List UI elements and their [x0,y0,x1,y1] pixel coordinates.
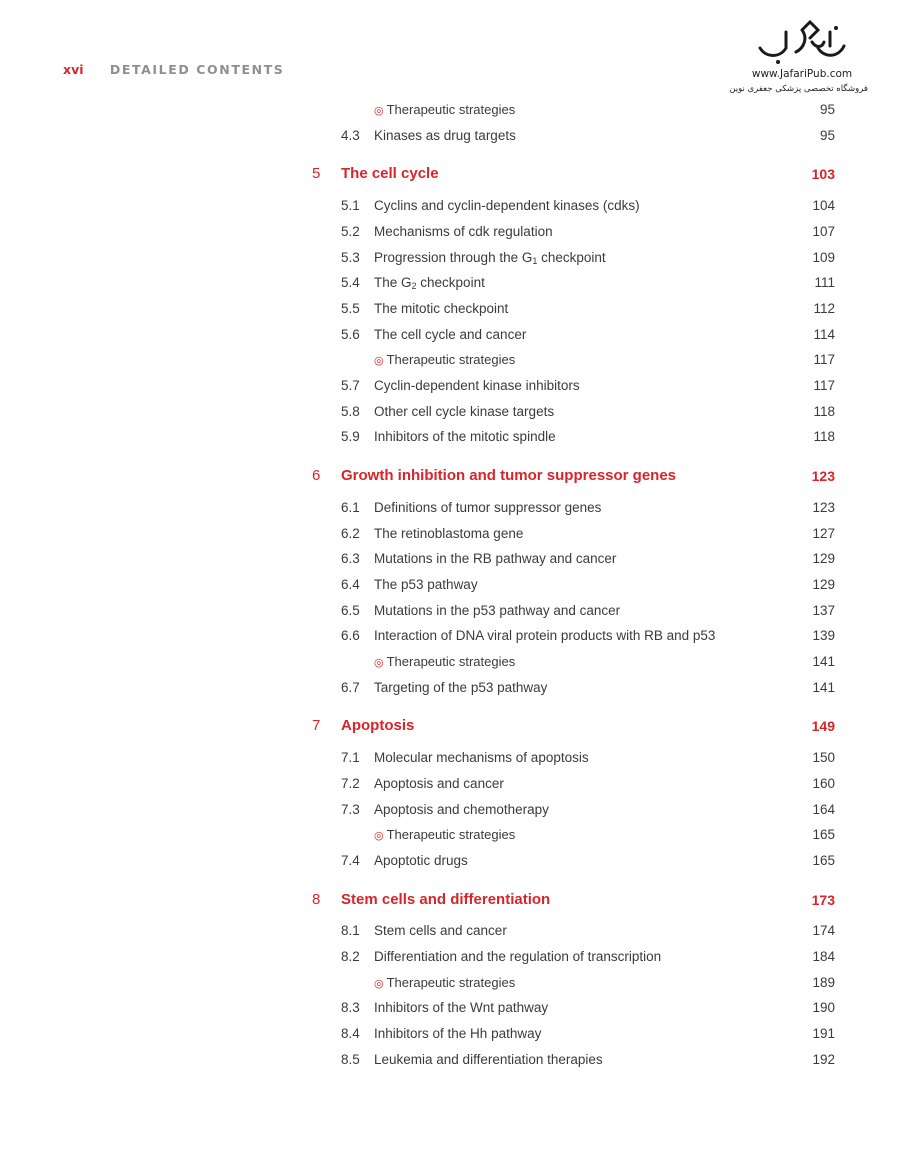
toc-page-number: 190 [812,1000,835,1016]
toc-label [374,248,606,268]
toc-label: Apoptosis [341,717,415,735]
toc-number: 6.2 [341,525,360,541]
toc-page-number: 192 [812,1051,835,1067]
toc-label: Inhibitors of the Wnt pathway [374,1000,549,1016]
toc-label: Stem cells and differentiation [341,890,551,908]
toc-label: Mutations in the RB pathway and cancer [374,551,617,567]
toc-number: 7.3 [341,801,360,817]
toc-label-text: Therapeutic strategies [386,654,516,669]
toc-label-text-after: checkpoint [537,249,606,265]
toc-section-row [0,1050,898,1070]
toc-label [374,273,485,293]
toc-page-number: 107 [812,223,835,239]
toc-page-number: 164 [812,801,835,817]
toc-label: Kinases as drug targets [374,127,516,143]
toc-label: Inhibitors of the Hh pathway [374,1026,542,1042]
toc-section-row [0,748,898,768]
toc-section-row [0,402,898,422]
toc-page-number: 114 [813,326,835,342]
target-icon: ◎ [374,105,384,117]
toc-number: 7.1 [341,750,360,766]
toc-section-row [0,498,898,518]
toc-label-text: Therapeutic strategies [386,102,516,117]
toc-strategy-row [0,973,898,993]
toc-page-number: 117 [813,352,835,368]
toc-page-number: 112 [813,300,835,316]
toc-number: 5.8 [341,403,360,419]
toc-page-number: 150 [812,750,835,766]
toc-section-row [0,851,898,871]
toc-label: The cell cycle [341,165,439,183]
toc-page-number: 141 [812,679,835,695]
toc-page-number: 123 [812,499,835,515]
toc-number: 6.6 [341,628,360,644]
page-number: xvi [63,62,84,77]
toc-section-row [0,601,898,621]
toc-label [374,100,515,121]
toc-section-row [0,222,898,242]
toc-page-number: 104 [812,198,835,214]
toc-page-number: 123 [811,468,835,485]
toc-label: Apoptosis and chemotherapy [374,801,549,817]
target-icon: ◎ [374,657,384,669]
toc-strategy-row [0,825,898,845]
toc-page-number: 165 [812,827,835,843]
toc-label: The p53 pathway [374,576,478,592]
toc-label: Differentiation and the regulation of transcription [374,949,662,964]
toc-number: 8.5 [341,1051,360,1067]
toc-section-row [0,196,898,216]
toc-label-subscript: 1 [532,255,538,266]
toc-page-number: 95 [819,127,835,143]
toc-number: 5.5 [341,300,360,316]
toc-page-number: 118 [813,403,835,419]
toc-section-row [0,1024,898,1044]
toc-section-row [0,325,898,345]
toc-label: Leukemia and differentiation therapies [374,1051,603,1067]
toc-page-number: 184 [812,949,835,964]
toc-label: Targeting of the p53 pathway [374,679,548,695]
toc-label: Inhibitors of the mitotic spindle [374,429,556,445]
toc-page-number: 127 [812,525,835,541]
toc-page-number: 165 [812,852,835,868]
toc-number: 6 [312,467,321,485]
toc-label: Mechanisms of cdk regulation [374,223,553,239]
toc-strategy-row [0,652,898,672]
toc-section-row [0,549,898,569]
toc-number: 5.4 [341,275,360,291]
toc-number: 6.1 [341,499,360,515]
toc-page-number: 141 [812,654,835,669]
target-icon: ◎ [374,355,384,368]
toc-label: Other cell cycle kinase targets [374,403,555,419]
toc-section-row [0,126,898,146]
toc-page-number: 111 [814,275,835,291]
toc-page-number: 118 [813,429,835,445]
toc-label: The cell cycle and cancer [374,326,527,342]
toc-number: 6.4 [341,576,360,592]
toc-page-number: 137 [812,602,835,618]
toc-number: 5.6 [341,326,360,342]
toc-chapter-row [0,466,898,486]
toc-label [374,652,515,673]
toc-label: Stem cells and cancer [374,923,507,939]
toc-number: 4.3 [341,127,360,143]
toc-chapter-row [0,890,898,910]
toc-label: Apoptotic drugs [374,852,468,868]
toc-page-number: 160 [812,775,835,791]
toc-page-number: 173 [811,891,835,908]
toc-page-number: 95 [819,102,835,117]
toc-label-text: Therapeutic strategies [386,827,516,843]
toc-label: The retinoblastoma gene [374,525,524,541]
toc-number: 7 [312,717,321,735]
logo-url: www.JafariPub.com [751,68,853,80]
toc-label: Molecular mechanisms of apoptosis [374,750,589,766]
toc-label-subscript: 2 [411,281,417,292]
toc-number: 5.3 [341,249,360,265]
toc-label: Interaction of DNA viral protein products with RB and p53 [374,628,716,644]
toc-section-row [0,248,898,268]
toc-label-text: The G [374,275,412,291]
toc-label: Apoptosis and cancer [374,775,504,791]
toc-label-text: Therapeutic strategies [386,974,516,990]
toc-number: 5 [312,165,321,183]
toc-number: 5.1 [341,198,360,214]
toc-number: 5.9 [341,429,360,445]
toc-page-number: 129 [812,576,835,592]
toc-number: 6.5 [341,602,360,618]
toc-section-row [0,998,898,1018]
toc-page-number: 149 [811,718,835,735]
toc-section-row [0,273,898,293]
toc-chapter-row [0,716,898,736]
toc-page-number: 109 [812,249,835,265]
toc-label: Cyclin-dependent kinase inhibitors [374,378,580,393]
toc-number: 8.3 [341,1000,360,1016]
toc-strategy-row [0,100,898,120]
toc-strategy-row [0,350,898,370]
toc-label-text-after: checkpoint [416,275,485,291]
toc-number: 6.7 [341,679,360,695]
toc-label [374,350,515,371]
toc-number: 6.3 [341,551,360,567]
toc-number: 5.2 [341,223,360,239]
toc-page-number: 189 [812,974,835,990]
toc-section-row [0,947,898,967]
logo-store-name: فروشگاه تخصصی پزشکی جعفری نوین [729,84,868,94]
toc-number: 8.4 [341,1026,360,1042]
toc-page-number: 103 [811,166,835,183]
target-icon: ◎ [374,830,384,843]
target-icon: ◎ [374,977,384,990]
toc-section-row [0,626,898,646]
toc-number: 8 [312,890,321,908]
toc-page-number: 129 [812,551,835,567]
toc-label [374,825,515,846]
toc-section-row [0,299,898,319]
toc-chapter-row [0,164,898,184]
toc-section-row [0,427,898,447]
toc-page-number: 174 [812,923,835,939]
toc-label [374,973,515,994]
toc-page-number: 117 [813,378,835,393]
toc-page-number: 191 [812,1026,835,1042]
toc-number: 7.2 [341,775,360,791]
toc-label: Mutations in the p53 pathway and cancer [374,602,621,618]
toc-number: 5.7 [341,378,360,393]
toc-label: Growth inhibition and tumor suppressor genes [341,467,677,485]
toc-label: The mitotic checkpoint [374,300,509,316]
toc-section-row [0,575,898,595]
running-title: DETAILED CONTENTS [109,62,285,77]
toc-section-row [0,800,898,820]
toc-section-row [0,774,898,794]
toc-section-row [0,678,898,698]
toc-section-row [0,921,898,941]
toc-page-number: 139 [812,628,835,644]
toc-label-text: Progression through the G [374,249,533,265]
toc-label: Definitions of tumor suppressor genes [374,499,602,515]
toc-label-text: Therapeutic strategies [386,352,516,368]
toc-number: 8.2 [341,949,360,964]
toc-number: 7.4 [341,852,360,868]
toc-section-row [0,376,898,396]
toc-section-row [0,524,898,544]
toc-number: 8.1 [341,923,360,939]
toc-label: Cyclins and cyclin-dependent kinases (cdks) [374,198,640,214]
